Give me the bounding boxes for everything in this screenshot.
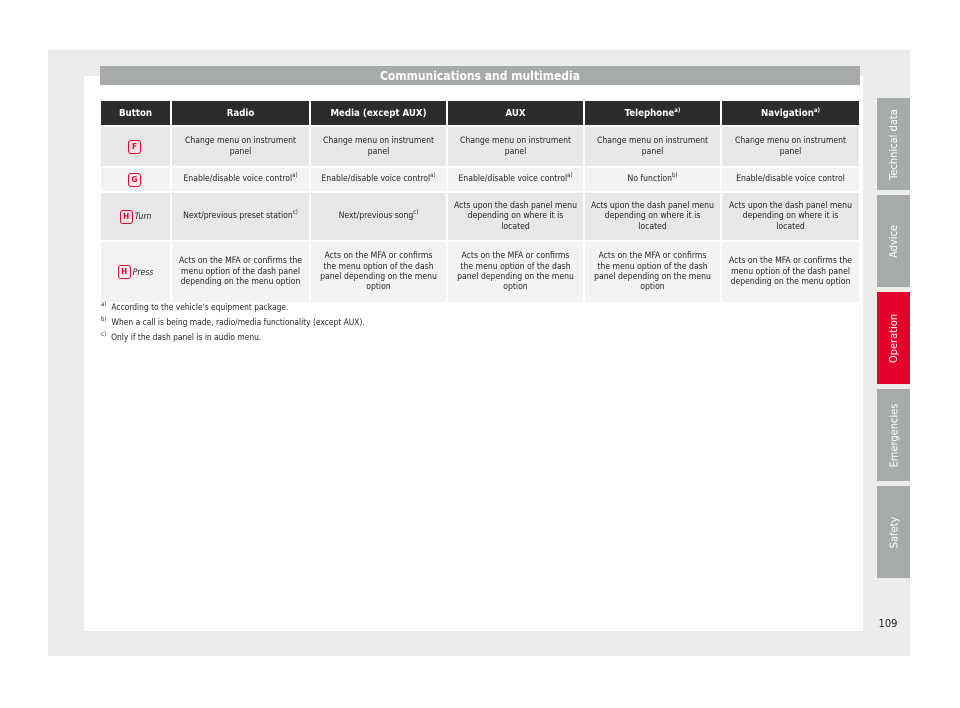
button-g-badge: G [128, 173, 141, 187]
table-cell: Acts on the MFA or confirms the menu option of the dash panel depending on the menu option [311, 240, 448, 302]
col-header-radio: Radio [172, 101, 311, 125]
table-cell: Acts on the MFA or confirms the menu option of the dash panel depending on the menu option [585, 240, 722, 302]
table-row [101, 125, 859, 166]
col-header-aux: AUX [448, 101, 585, 125]
table-cell: Acts upon the dash panel menu depending on where it is located [722, 191, 859, 240]
button-h-badge: H [118, 265, 131, 279]
tab-technical-data[interactable]: Technical data [877, 98, 910, 190]
table-row [101, 166, 859, 191]
button-f-badge: F [128, 140, 141, 154]
table-cell: Acts on the MFA or confirms the menu option of the dash panel depending on the menu option [172, 240, 311, 302]
table-cell: Acts on the MFA or confirms the menu option of the dash panel depending on the menu option [448, 240, 585, 302]
table-cell: Next/previous preset station$^{c)}$ [172, 191, 311, 240]
table-header-row [101, 101, 859, 125]
table-cell: Change menu on instrument panel [722, 125, 859, 166]
footnote-b: $^{b)}$ When a call is being made, radio/media functionality (except AUX). [101, 316, 365, 327]
table-row [101, 240, 859, 302]
controls-table [101, 101, 859, 302]
table-cell: Enable/disable voice control$^{a)}$ [172, 166, 311, 191]
page-number: 109 [878, 617, 898, 630]
tab-operation[interactable]: Operation [877, 292, 910, 384]
table-cell: Change menu on instrument panel [448, 125, 585, 166]
chapter-tabs [877, 98, 910, 583]
table-cell: No function$^{b)}$ [585, 166, 722, 191]
table-cell: Next/previous song$^{c)}$ [311, 191, 448, 240]
tab-advice[interactable]: Advice [877, 195, 910, 287]
button-h-badge: H [120, 210, 133, 224]
table-cell: Enable/disable voice control$^{a)}$ [311, 166, 448, 191]
button-action-label: Press [132, 267, 154, 278]
col-header-telephone: Telephone$^{a)}$ [585, 101, 722, 125]
footnote-c: $^{c)}$ Only if the dash panel is in audio menu. [101, 331, 262, 342]
button-cell [101, 191, 172, 240]
footnotes [101, 302, 801, 347]
tab-safety[interactable]: Safety [877, 486, 910, 578]
table-cell: Acts on the MFA or confirms the menu option of the dash panel depending on the menu option [722, 240, 859, 302]
col-header-navigation: Navigation$^{a)}$ [722, 101, 859, 125]
table-cell: Enable/disable voice control$^{a)}$ [448, 166, 585, 191]
button-cell [101, 166, 172, 191]
col-header-media: Media (except AUX) [311, 101, 448, 125]
button-cell [101, 125, 172, 166]
col-header-button: Button [101, 101, 172, 125]
table-cell: Change menu on instrument panel [585, 125, 722, 166]
table-cell: Acts upon the dash panel menu depending on where it is located [585, 191, 722, 240]
footnote-a: $^{a)}$ According to the vehicle's equipment package. [101, 301, 289, 312]
button-cell [101, 240, 172, 302]
button-action-label: Turn [134, 212, 152, 222]
tab-emergencies[interactable]: Emergencies [877, 389, 910, 481]
section-header [100, 66, 860, 85]
section-title: Communications and multimedia [380, 68, 580, 83]
table-cell: Enable/disable voice control [722, 166, 859, 191]
table-cell: Change menu on instrument panel [172, 125, 311, 166]
table-cell: Change menu on instrument panel [311, 125, 448, 166]
table-row [101, 191, 859, 240]
table-cell: Acts upon the dash panel menu depending on where it is located [448, 191, 585, 240]
